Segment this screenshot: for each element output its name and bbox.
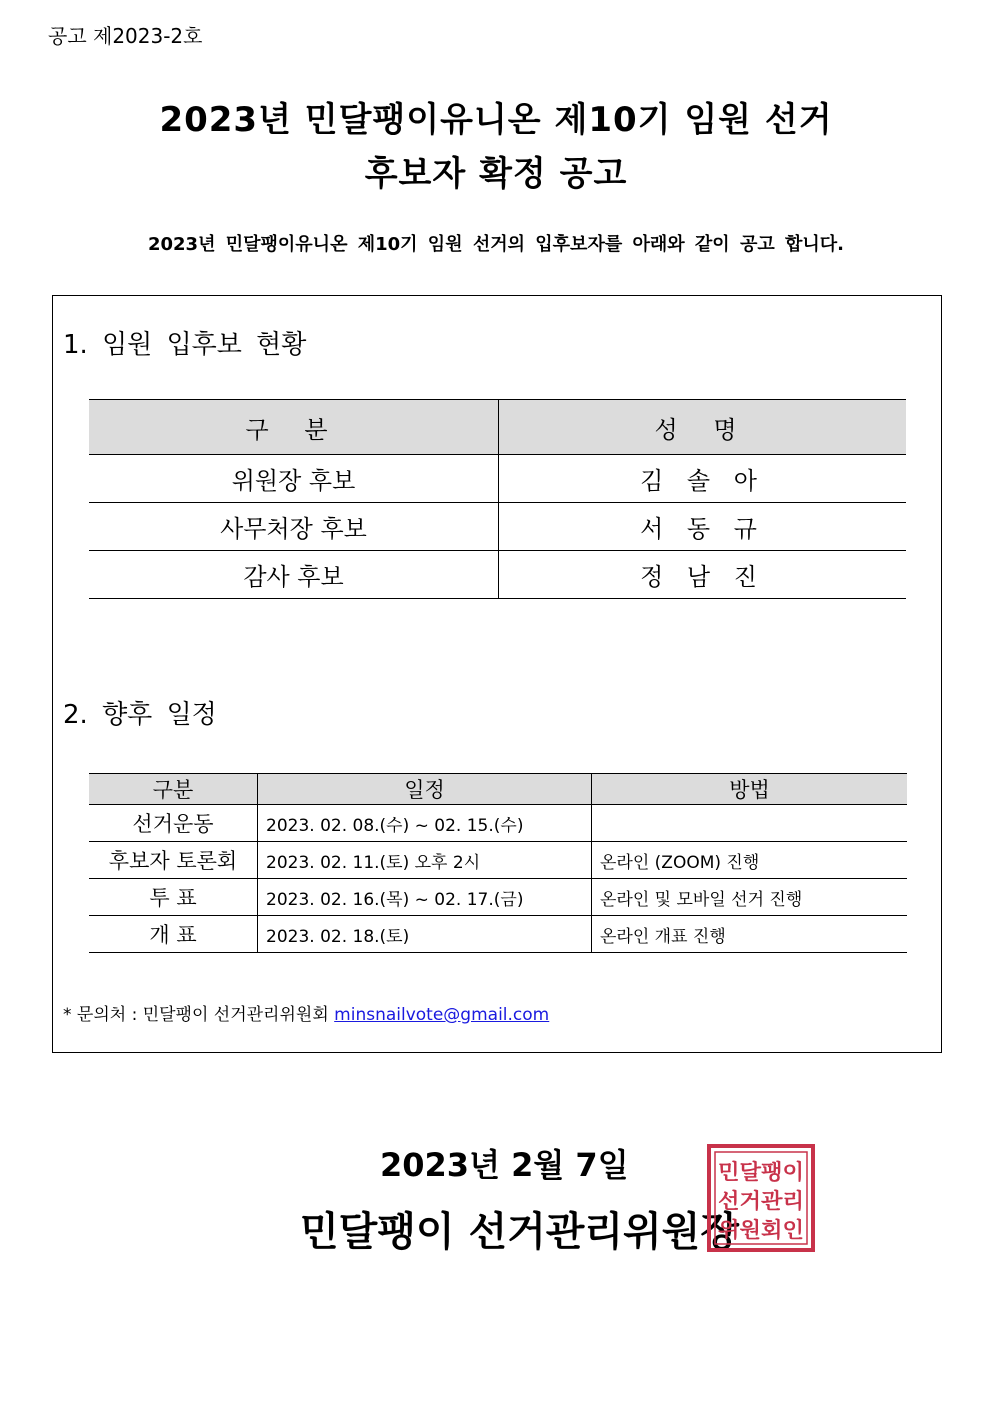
candidate-role: 감사 후보 xyxy=(89,551,499,599)
column-header-role: 구 분 xyxy=(89,400,499,455)
table-row xyxy=(89,916,907,953)
schedule-category: 투 표 xyxy=(89,879,258,916)
svg-text:선거관리: 선거관리 xyxy=(718,1188,804,1213)
contact-email-link[interactable]: minsnailvote@gmail.com xyxy=(334,1005,550,1025)
schedule-category: 개 표 xyxy=(89,916,258,953)
schedule-table xyxy=(89,773,907,953)
table-header-row xyxy=(89,774,907,805)
column-header-name: 성 명 xyxy=(499,400,907,455)
svg-text:위원회인: 위원회인 xyxy=(718,1217,804,1242)
table-row xyxy=(89,805,907,842)
table-row xyxy=(89,842,907,879)
candidate-role: 사무처장 후보 xyxy=(89,503,499,551)
schedule-method: 온라인 및 모바일 선거 진행 xyxy=(592,879,908,916)
notice-box xyxy=(52,295,942,1053)
signer-title: 민달팽이 선거관리위원장 xyxy=(300,1209,739,1255)
candidates-table xyxy=(89,399,906,599)
svg-text:민달팽이: 민달팽이 xyxy=(718,1159,804,1184)
schedule-date: 2023. 02. 16.(목) ~ 02. 17.(금) xyxy=(258,879,592,916)
column-header-schedule: 일정 xyxy=(258,774,592,805)
document-subtitle: 후보자 확정 공고 xyxy=(364,154,628,194)
section-schedule-title: 2. 향후 일정 xyxy=(63,700,217,730)
schedule-method xyxy=(592,805,908,842)
column-header-category: 구분 xyxy=(89,774,258,805)
intro-text: 2023년 민달팽이유니온 제10기 임원 선거의 입후보자를 아래와 같이 공고 합니다. xyxy=(147,234,845,255)
notice-date: 2023년 2월 7일 xyxy=(380,1146,629,1184)
candidate-role: 위원장 후보 xyxy=(89,455,499,503)
schedule-method: 온라인 (ZOOM) 진행 xyxy=(592,842,908,879)
table-row xyxy=(89,455,906,503)
table-row xyxy=(89,879,907,916)
contact-line xyxy=(63,1000,549,1025)
table-row xyxy=(89,551,906,599)
notice-number: 공고 제2023-2호 xyxy=(48,24,203,48)
schedule-category: 후보자 토론회 xyxy=(89,842,258,879)
candidate-name: 서 동 규 xyxy=(499,503,907,551)
candidate-name: 정 남 진 xyxy=(499,551,907,599)
candidate-name: 김 솔 아 xyxy=(499,455,907,503)
schedule-date: 2023. 02. 18.(토) xyxy=(258,916,592,953)
table-header-row xyxy=(89,400,906,455)
column-header-method: 방법 xyxy=(592,774,908,805)
schedule-category: 선거운동 xyxy=(89,805,258,842)
table-row xyxy=(89,503,906,551)
schedule-method: 온라인 개표 진행 xyxy=(592,916,908,953)
contact-label: * 문의처 : 민달팽이 선거관리위원회 xyxy=(63,1005,329,1025)
schedule-date: 2023. 02. 08.(수) ~ 02. 15.(수) xyxy=(258,805,592,842)
official-seal-icon xyxy=(706,1143,816,1253)
document-title: 2023년 민달팽이유니온 제10기 임원 선거 xyxy=(159,100,833,140)
schedule-date: 2023. 02. 11.(토) 오후 2시 xyxy=(258,842,592,879)
section-candidates-title: 1. 임원 입후보 현황 xyxy=(63,330,307,360)
